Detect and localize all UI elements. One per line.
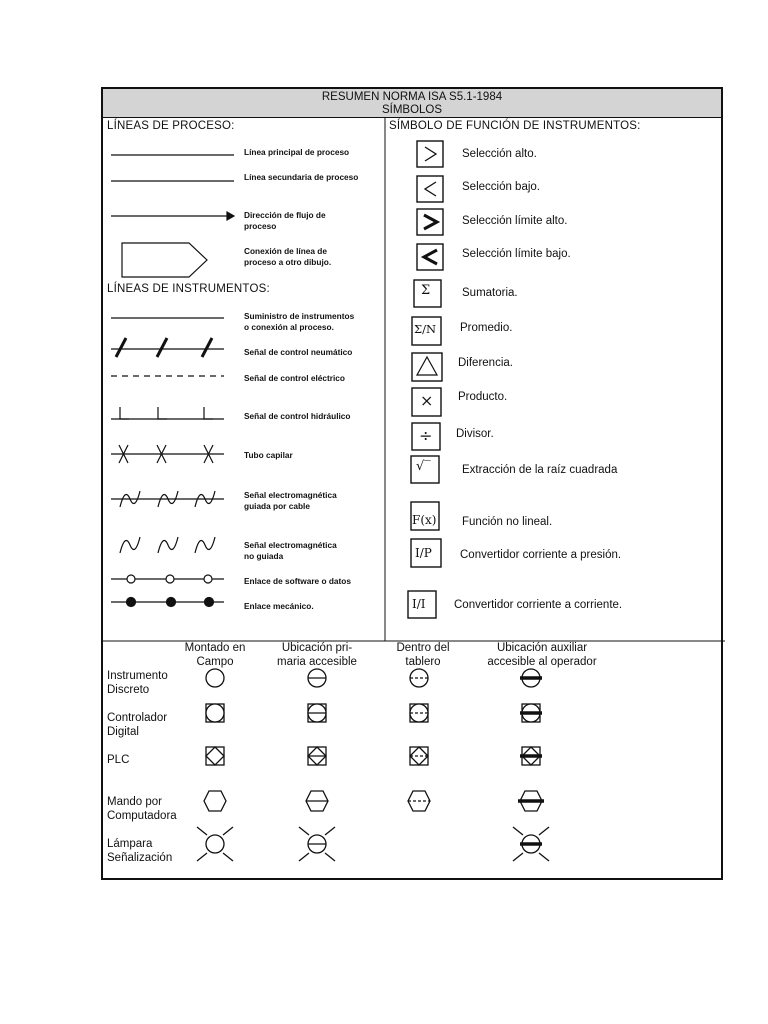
column-header-primary: Ubicación pri- maria accesible <box>277 642 357 668</box>
process-line-label: Dirección de flujo de proceso <box>244 210 326 231</box>
functions-heading: SÍMBOLO DE FUNCIÓN DE INSTRUMENTOS: <box>389 120 641 132</box>
function-label: Diferencia. <box>458 357 513 369</box>
instrument-line-samples <box>111 318 224 607</box>
sheet-subtitle: SÍMBOLOS <box>381 104 443 116</box>
high-select-box <box>417 141 443 167</box>
instrument-line-label: Señal electromagnética no guiada <box>244 540 337 561</box>
function-label: Extracción de la raíz cuadrada <box>462 464 618 476</box>
function-label: Selección límite bajo. <box>462 248 571 260</box>
summation-icon: Σ <box>421 283 431 298</box>
row-label-plc: PLC <box>107 754 130 766</box>
nonlinear-function-icon: F(x) <box>412 513 437 527</box>
software-link-node-1 <box>127 575 135 583</box>
instrument-line-label: Suministro de instrumentos o conexión al proceso. <box>244 311 355 332</box>
sheet-title: RESUMEN NORMA ISA S5.1-1984 <box>321 91 503 103</box>
instrument-line-label: Señal de control hidráulico <box>244 411 351 421</box>
divisor-icon: ÷ <box>419 426 433 445</box>
instrument-line-label: Enlace de software o datos <box>244 576 351 586</box>
function-label: Selección límite alto. <box>462 215 568 227</box>
function-label: Convertidor corriente a presión. <box>460 549 622 561</box>
mechanical-link-node-1 <box>127 598 136 607</box>
process-lines-heading: LÍNEAS DE PROCESO: <box>107 120 235 132</box>
row-label-computer: Mando por Computadora <box>107 796 177 822</box>
instrument-lines-heading: LÍNEAS DE INSTRUMENTOS: <box>107 283 270 295</box>
function-label: Función no lineal. <box>462 516 553 528</box>
current-to-pressure-icon: I/P <box>415 546 432 560</box>
software-link-node-2 <box>166 575 174 583</box>
computer-field-icon <box>204 791 226 811</box>
sheet-drawing <box>103 89 725 882</box>
software-link-node-3 <box>204 575 212 583</box>
square-root-icon: √‾ <box>416 459 431 474</box>
current-to-current-icon: I/I <box>412 597 426 611</box>
function-label: Selección bajo. <box>462 181 540 193</box>
column-header-field: Montado en Campo <box>184 642 246 668</box>
unguided-em-wave-2 <box>158 537 178 553</box>
controller-field-circle <box>206 704 224 722</box>
process-line-label: Línea principal de proceso <box>244 147 350 157</box>
function-label: Divisor. <box>456 428 494 440</box>
pneumatic-hash-2 <box>157 338 167 357</box>
function-label: Selección alto. <box>462 148 537 160</box>
pneumatic-hash-3 <box>202 338 212 357</box>
row-label-discrete: Instrumento Discreto <box>107 670 168 696</box>
guided-em-wave-1 <box>120 491 140 507</box>
low-select-box <box>417 176 443 202</box>
instrument-line-label: Enlace mecánico. <box>244 601 314 611</box>
mechanical-link-node-3 <box>205 598 214 607</box>
discrete-field-icon <box>206 669 224 687</box>
instrument-line-label: Señal de control eléctrico <box>244 373 345 383</box>
process-line-samples <box>111 155 234 277</box>
hydraulic-mark-3 <box>204 407 213 419</box>
hydraulic-mark-2 <box>158 407 167 419</box>
process-line-label: Conexión de línea de proceso a otro dibujo. <box>244 246 332 267</box>
column-header-panel: Dentro del tablero <box>396 642 450 668</box>
row-label-lamp: Lámpara Señalización <box>107 838 173 864</box>
row-label-controller: Controlador Digital <box>107 712 168 738</box>
unguided-em-wave-1 <box>120 537 140 553</box>
off-sheet-connector-icon <box>122 243 207 277</box>
isa-symbols-sheet <box>101 87 723 880</box>
guided-em-wave-2 <box>158 491 178 507</box>
hydraulic-mark-1 <box>120 407 129 419</box>
pneumatic-hash-1 <box>116 338 126 357</box>
mechanical-link-node-2 <box>167 598 176 607</box>
unguided-em-wave-3 <box>195 537 215 553</box>
guided-em-wave-3 <box>195 491 215 507</box>
flow-arrow-icon <box>227 212 234 220</box>
product-icon: × <box>420 391 434 410</box>
location-symbols <box>197 669 549 861</box>
instrument-line-label: Señal electromagnética guiada por cable <box>244 490 337 511</box>
instrument-line-label: Señal de control neumático <box>244 347 353 357</box>
function-label: Sumatoria. <box>462 287 518 299</box>
function-label: Promedio. <box>460 322 513 334</box>
average-icon: Σ/N <box>414 322 437 336</box>
lamp-field-icon <box>206 835 224 853</box>
function-label: Producto. <box>458 391 508 403</box>
column-header-auxiliary: Ubicación auxiliar accesible al operador <box>487 642 597 668</box>
process-line-label: Línea secundaria de proceso <box>244 172 359 182</box>
instrument-line-label: Tubo capilar <box>244 450 293 460</box>
function-label: Convertidor corriente a corriente. <box>454 599 623 611</box>
